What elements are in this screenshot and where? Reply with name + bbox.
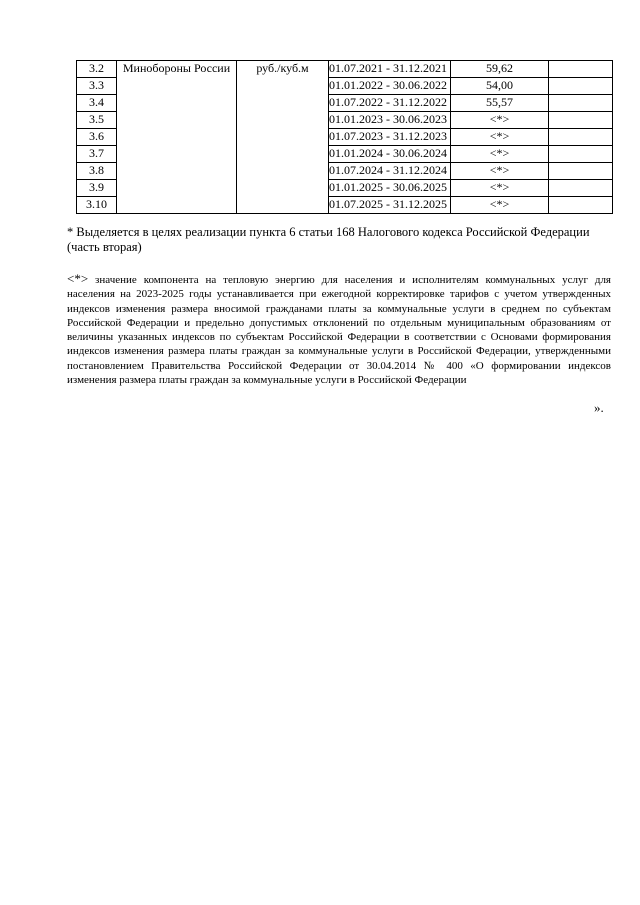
empty-cell bbox=[549, 95, 613, 112]
row-number: 3.2 bbox=[77, 61, 117, 78]
value-cell: <*> bbox=[451, 180, 549, 197]
value-cell: 55,57 bbox=[451, 95, 549, 112]
value-cell: <*> bbox=[451, 197, 549, 214]
period-cell: 01.01.2025 - 30.06.2025 bbox=[329, 180, 451, 197]
organization-cell: Минобороны России bbox=[117, 61, 237, 214]
footnote-marker: <*> bbox=[67, 271, 89, 286]
period-cell: 01.07.2022 - 31.12.2022 bbox=[329, 95, 451, 112]
value-cell: 59,62 bbox=[451, 61, 549, 78]
empty-cell bbox=[549, 197, 613, 214]
value-cell: <*> bbox=[451, 146, 549, 163]
unit-cell: руб./куб.м bbox=[237, 61, 329, 214]
row-number: 3.3 bbox=[77, 78, 117, 95]
footnote-text: значение компонента на тепловую энергию для населения и исполнителям коммунальных услуг для населения на 2023-2025 годы устанавливается при ежегодной корректировке тарифов с учетом утвержденных индексов изменения размера вносимой гражданами платы за коммунальные услуги в среднем по субъектам Российской Федерации и предельно допустимых отклонений по отдельным муниципальным образованиям от величины указанных индексов по субъектам Российской Федерации в соответствии с Основами формирования индексов изменения размера платы граждан за коммунальные услуги в Российской Федерации, утвержденными постановлением Правительства Российской Федерации от 30.04.2014 № 400 «О формировании индексов изменения размера платы граждан за коммунальные услуги в Российской Федерации bbox=[67, 274, 611, 387]
row-number: 3.9 bbox=[77, 180, 117, 197]
row-number: 3.5 bbox=[77, 112, 117, 129]
period-cell: 01.07.2023 - 31.12.2023 bbox=[329, 129, 451, 146]
period-cell: 01.07.2024 - 31.12.2024 bbox=[329, 163, 451, 180]
empty-cell bbox=[549, 78, 613, 95]
value-cell: <*> bbox=[451, 163, 549, 180]
value-cell: 54,00 bbox=[451, 78, 549, 95]
period-cell: 01.01.2024 - 30.06.2024 bbox=[329, 146, 451, 163]
closing-quote: ». bbox=[594, 400, 604, 415]
row-number: 3.4 bbox=[77, 95, 117, 112]
row-number: 3.6 bbox=[77, 129, 117, 146]
table-row bbox=[77, 61, 613, 78]
empty-cell bbox=[549, 61, 613, 78]
tax-footnote: * Выделяется в целях реализации пункта 6 статьи 168 Налогового кодекса Российской Федерации (часть вторая) bbox=[67, 225, 590, 254]
period-cell: 01.01.2023 - 30.06.2023 bbox=[329, 112, 451, 129]
empty-cell bbox=[549, 180, 613, 197]
row-number: 3.8 bbox=[77, 163, 117, 180]
component-footnote bbox=[67, 272, 611, 387]
tariff-table bbox=[76, 60, 613, 214]
value-cell: <*> bbox=[451, 112, 549, 129]
value-cell: <*> bbox=[451, 129, 549, 146]
period-cell: 01.07.2025 - 31.12.2025 bbox=[329, 197, 451, 214]
empty-cell bbox=[549, 129, 613, 146]
period-cell: 01.07.2021 - 31.12.2021 bbox=[329, 61, 451, 78]
row-number: 3.7 bbox=[77, 146, 117, 163]
empty-cell bbox=[549, 112, 613, 129]
empty-cell bbox=[549, 146, 613, 163]
period-cell: 01.01.2022 - 30.06.2022 bbox=[329, 78, 451, 95]
row-number: 3.10 bbox=[77, 197, 117, 214]
empty-cell bbox=[549, 163, 613, 180]
